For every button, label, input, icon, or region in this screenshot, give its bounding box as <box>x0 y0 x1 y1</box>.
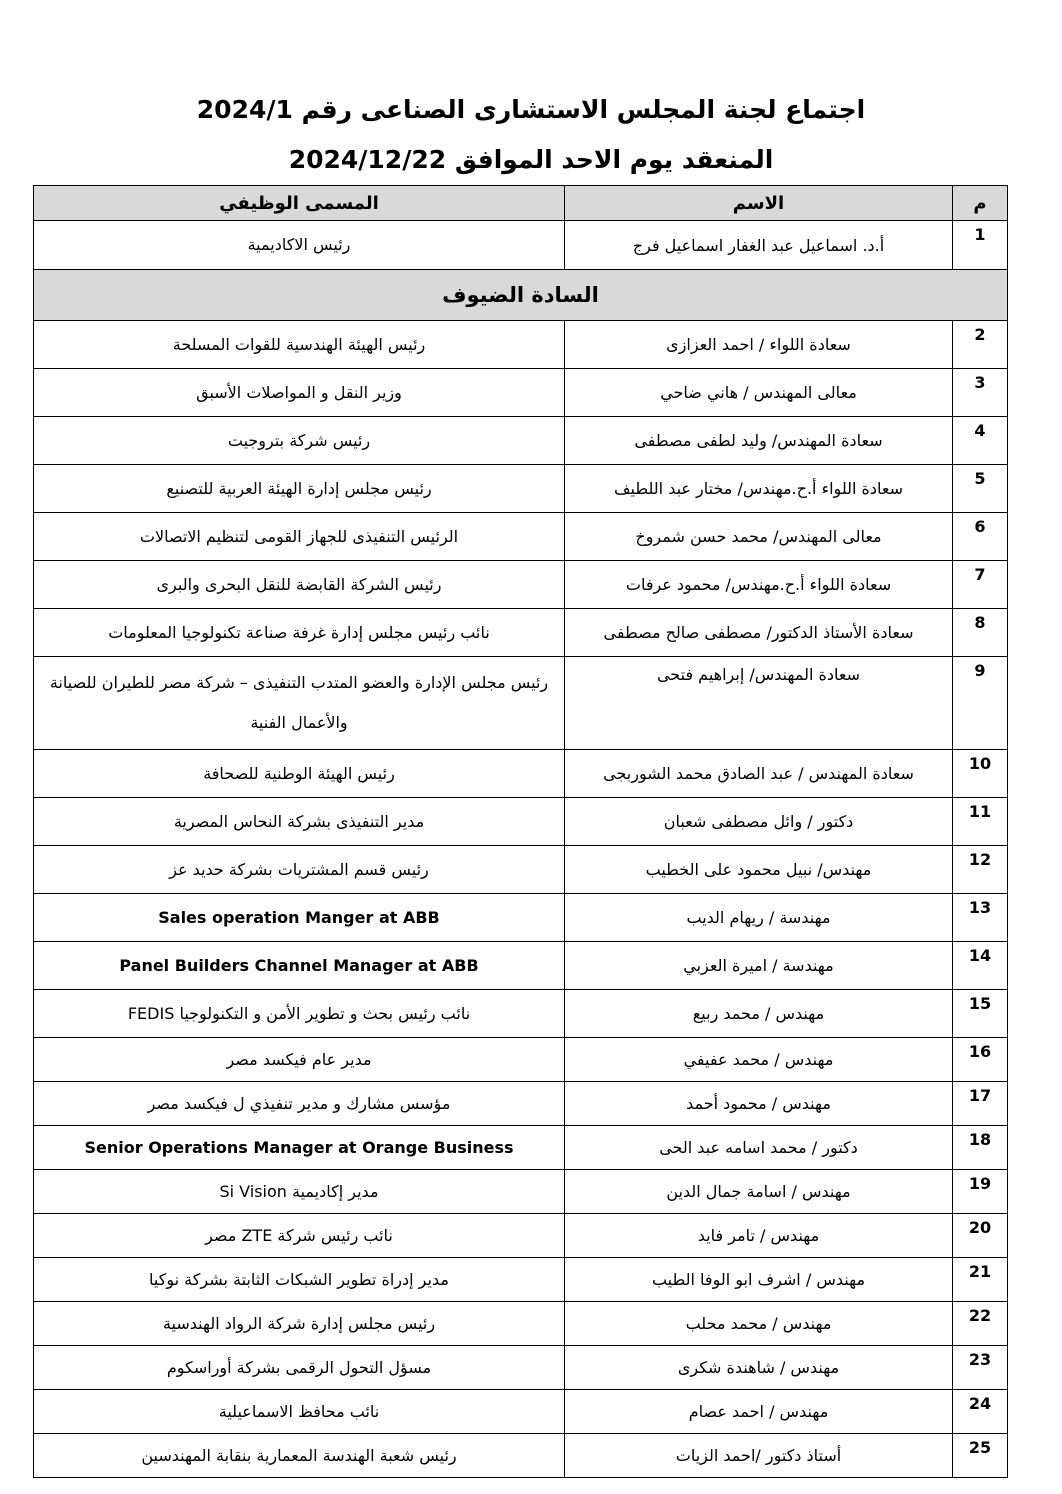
section-guests-label: السادة الضيوف <box>34 270 1008 321</box>
row-number: 17 <box>953 1082 1008 1126</box>
table-header-row <box>34 186 1008 221</box>
table-row <box>34 465 1008 513</box>
row-number: 25 <box>953 1434 1008 1478</box>
row-name: مهندس / اسامة جمال الدين <box>565 1170 953 1214</box>
row-number: 4 <box>953 417 1008 465</box>
row-number: 1 <box>953 221 1008 270</box>
table-row <box>34 417 1008 465</box>
table-row <box>34 846 1008 894</box>
row-job-title: رئيس الهيئة الهندسية للقوات المسلحة <box>34 321 565 369</box>
row-number: 2 <box>953 321 1008 369</box>
row-job-title: رئيس شعبة الهندسة المعمارية بنقابة المهندسين <box>34 1434 565 1478</box>
row-name: معالى المهندس/ محمد حسن شمروخ <box>565 513 953 561</box>
table-row <box>34 1082 1008 1126</box>
row-name: مهندسة / اميرة العزبي <box>565 942 953 990</box>
row-number: 8 <box>953 609 1008 657</box>
row-job-title: Senior Operations Manager at Orange Business <box>34 1126 565 1170</box>
row-job-title: وزير النقل و المواصلات الأسبق <box>34 369 565 417</box>
row-name: سعادة اللواء أ.ح.مهندس/ مختار عبد اللطيف <box>565 465 953 513</box>
row-number: 16 <box>953 1038 1008 1082</box>
row-name: أ.د. اسماعيل عبد الغفار اسماعيل فرج <box>565 221 953 270</box>
table-row <box>34 561 1008 609</box>
table-row <box>34 513 1008 561</box>
row-job-title: مدير إكاديمية Si Vision <box>34 1170 565 1214</box>
row-name: سعادة المهندس / عبد الصادق محمد الشوربجى <box>565 750 953 798</box>
row-number: 13 <box>953 894 1008 942</box>
row-job-title: مدير عام فيكسد مصر <box>34 1038 565 1082</box>
row-job-title: رئيس مجلس إدارة الهيئة العربية للتصنيع <box>34 465 565 513</box>
row-number: 7 <box>953 561 1008 609</box>
table-row <box>34 321 1008 369</box>
meeting-date: المنعقد يوم الاحد الموافق 2024/12/22 <box>288 145 774 174</box>
section-row <box>34 270 1008 321</box>
row-number: 23 <box>953 1346 1008 1390</box>
row-name: مهندس / شاهندة شكرى <box>565 1346 953 1390</box>
row-job-title: رئيس قسم المشتريات بشركة حديد عز <box>34 846 565 894</box>
row-number: 6 <box>953 513 1008 561</box>
row-job-title: رئيس الهيئة الوطنية للصحافة <box>34 750 565 798</box>
row-number: 24 <box>953 1390 1008 1434</box>
row-name: سعادة اللواء أ.ح.مهندس/ محمود عرفات <box>565 561 953 609</box>
table-row <box>34 1346 1008 1390</box>
table-row <box>34 1434 1008 1478</box>
table-row <box>34 1038 1008 1082</box>
row-number: 19 <box>953 1170 1008 1214</box>
meeting-title: اجتماع لجنة المجلس الاستشارى الصناعى رقم 2024/1 <box>196 95 866 124</box>
table-row <box>34 1126 1008 1170</box>
row-name: مهندس / احمد عصام <box>565 1390 953 1434</box>
row-job-title: مدير إدراة تطوير الشبكات الثابتة بشركة نوكيا <box>34 1258 565 1302</box>
row-number: 21 <box>953 1258 1008 1302</box>
row-number: 5 <box>953 465 1008 513</box>
row-name: مهندس / محمد عفيفي <box>565 1038 953 1082</box>
row-name: دكتور / محمد اسامه عبد الحى <box>565 1126 953 1170</box>
header-number: م <box>953 186 1008 221</box>
row-job-title: مدير التنفيذى بشركة النحاس المصرية <box>34 798 565 846</box>
table-row <box>34 1258 1008 1302</box>
table-row <box>34 894 1008 942</box>
table-row <box>34 369 1008 417</box>
row-name: سعادة المهندس/ إبراهيم فتحى <box>565 657 953 750</box>
row-job-title: رئيس شركة بتروجيت <box>34 417 565 465</box>
row-name: معالى المهندس / هاني ضاحي <box>565 369 953 417</box>
table-row <box>34 1390 1008 1434</box>
row-job-title: الرئيس التنفيذى للجهاز القومى لتنظيم الاتصالات <box>34 513 565 561</box>
row-name: سعادة الأستاذ الدكتور/ مصطفى صالح مصطفى <box>565 609 953 657</box>
row-number: 3 <box>953 369 1008 417</box>
row-number: 10 <box>953 750 1008 798</box>
row-name: مهندسة / ريهام الديب <box>565 894 953 942</box>
table-row <box>34 990 1008 1038</box>
row-job-title: مؤسس مشارك و مدير تنفيذي ل فيكسد مصر <box>34 1082 565 1126</box>
table-row <box>34 1170 1008 1214</box>
row-job-title: رئيس الشركة القابضة للنقل البحرى والبرى <box>34 561 565 609</box>
row-job-title: رئيس مجلس الإدارة والعضو المتدب التنفيذى – شركة مصر للطيران للصيانة والأعمال الفنية <box>34 657 565 750</box>
row-job-title: مسؤل التحول الرقمى بشركة أوراسكوم <box>34 1346 565 1390</box>
attendees-table <box>33 185 1008 1478</box>
header-name: الاسم <box>565 186 953 221</box>
row-name: مهندس / تامر فايد <box>565 1214 953 1258</box>
row-name: مهندس / محمد ربيع <box>565 990 953 1038</box>
table-row <box>34 1302 1008 1346</box>
row-job-title: رئيس الاكاديمية <box>34 221 565 270</box>
row-job-title: نائب رئيس شركة ZTE مصر <box>34 1214 565 1258</box>
row-name: مهندس / محمد محلب <box>565 1302 953 1346</box>
row-name: سعادة المهندس/ وليد لطفى مصطفى <box>565 417 953 465</box>
row-job-title: Sales operation Manger at ABB <box>34 894 565 942</box>
row-job-title: نائب رئيس بحث و تطوير الأمن و التكنولوجيا FEDIS <box>34 990 565 1038</box>
table-row <box>34 798 1008 846</box>
table-row <box>34 221 1008 270</box>
row-number: 9 <box>953 657 1008 750</box>
row-name: مهندس / محمود أحمد <box>565 1082 953 1126</box>
table-row <box>34 609 1008 657</box>
table-row <box>34 750 1008 798</box>
table-row <box>34 1214 1008 1258</box>
table-row <box>34 942 1008 990</box>
row-number: 22 <box>953 1302 1008 1346</box>
table-body <box>34 221 1008 1478</box>
row-name: مهندس/ نبيل محمود على الخطيب <box>565 846 953 894</box>
row-number: 14 <box>953 942 1008 990</box>
row-name: سعادة اللواء / احمد العزازى <box>565 321 953 369</box>
row-job-title: رئيس مجلس إدارة شركة الرواد الهندسية <box>34 1302 565 1346</box>
row-name: أستاذ دكتور /احمد الزيات <box>565 1434 953 1478</box>
row-name: مهندس / اشرف ابو الوفا الطيب <box>565 1258 953 1302</box>
row-number: 11 <box>953 798 1008 846</box>
row-number: 12 <box>953 846 1008 894</box>
row-number: 20 <box>953 1214 1008 1258</box>
row-job-title: نائب رئيس مجلس إدارة غرفة صناعة تكنولوجيا المعلومات <box>34 609 565 657</box>
row-job-title: Panel Builders Channel Manager at ABB <box>34 942 565 990</box>
row-name: دكتور / وائل مصطفى شعبان <box>565 798 953 846</box>
table-row <box>34 657 1008 750</box>
row-number: 18 <box>953 1126 1008 1170</box>
header-job-title: المسمى الوظيفي <box>34 186 565 221</box>
row-number: 15 <box>953 990 1008 1038</box>
row-job-title: نائب محافظ الاسماعيلية <box>34 1390 565 1434</box>
